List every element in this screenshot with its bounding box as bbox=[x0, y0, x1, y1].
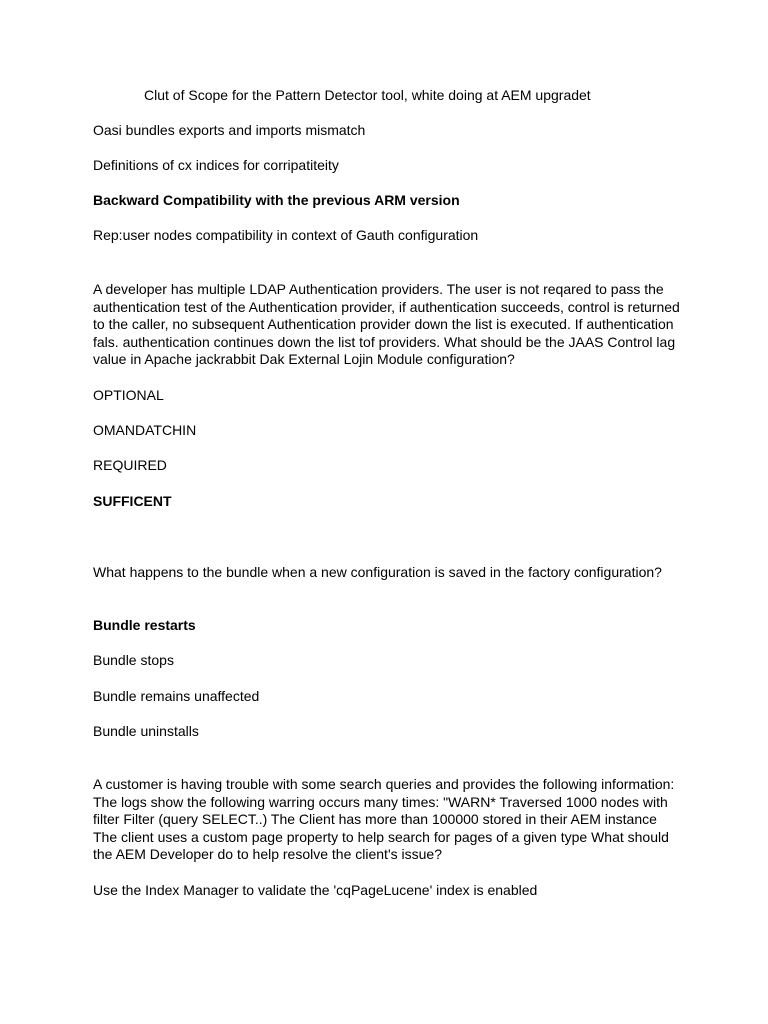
answer-option: Bundle remains unaffected bbox=[93, 688, 260, 704]
question-text: A developer has multiple LDAP Authentication providers. The user is not reqared to pass the authentication test of the Authentication provider, if authentication succeeds, control is returned to the caller, no subsequent Authentication provider down the list is executed. If authentication fals. authentication continues down the list tof providers. What should be the JAAS Control lag value in Apache jackrabbit Dak External Lojin Module configuration? bbox=[93, 281, 680, 368]
answer-text: Use the Index Manager to validate the 'cqPageLucene' index is enabled bbox=[93, 882, 538, 898]
question-text: What happens to the bundle when a new configuration is saved in the factory configuration? bbox=[93, 564, 662, 580]
answer-option: REQUIRED bbox=[93, 457, 167, 473]
answer-option-correct: SUFFICENT bbox=[93, 493, 172, 509]
document-title: Clut of Scope for the Pattern Detector tool, white doing at AEM upgradet bbox=[144, 87, 591, 103]
scope-item: Rep:user nodes compatibility in context of Gauth configuration bbox=[93, 227, 479, 243]
scope-item: Oasi bundles exports and imports mismatch bbox=[93, 122, 366, 138]
answer-option-correct: Bundle restarts bbox=[93, 617, 196, 633]
answer-option: Bundle uninstalls bbox=[93, 723, 199, 739]
scope-item: Definitions of cx indices for corripatiteity bbox=[93, 157, 339, 173]
answer-option: Bundle stops bbox=[93, 652, 174, 668]
scope-item-highlighted: Backward Compatibility with the previous ARM version bbox=[93, 192, 460, 208]
question-text: A customer is having trouble with some search queries and provides the following information: The logs show the following warring occurs many times: "WARN* Traversed 1000 nodes with filter Filter (query SELECT..) The Client has more than 100000 stored in their AEM instance The client uses a custom page property to help search for pages of a given type What should the AEM Developer do to help resolve the client's issue? bbox=[93, 776, 675, 863]
answer-option: OMANDATCHIN bbox=[93, 422, 197, 438]
answer-option: OPTIONAL bbox=[93, 387, 164, 403]
